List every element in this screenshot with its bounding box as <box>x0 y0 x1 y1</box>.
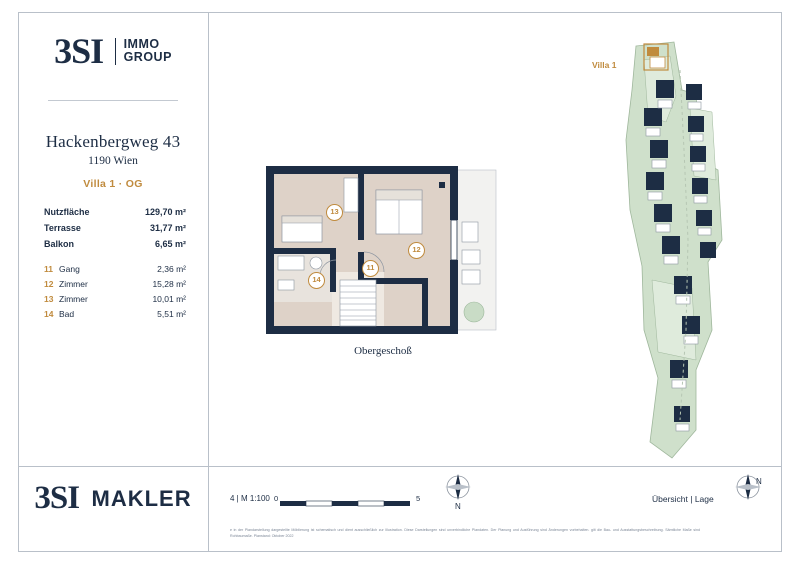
compass-icon <box>730 470 766 510</box>
room-number: 13 <box>44 294 54 305</box>
room-number: 14 <box>44 309 54 320</box>
unit-label: Villa 1 · OG <box>83 178 143 190</box>
room-size: 10,01 m² <box>152 294 186 305</box>
scale-max-label: 5 <box>416 494 421 503</box>
logo-3si-mark-bottom: 3SI <box>34 480 80 516</box>
room-marker-11: 11 <box>362 260 379 277</box>
floorplan-drawing <box>258 160 508 340</box>
footer-divider-left <box>18 466 208 467</box>
logo-immo-group <box>115 38 172 65</box>
room-name: Zimmer <box>59 279 88 290</box>
area-value: 6,65 m² <box>154 238 186 249</box>
logo-immo-line2: GROUP <box>123 50 172 64</box>
area-value: 129,70 m² <box>144 207 186 217</box>
area-row <box>44 221 186 237</box>
room-number: 12 <box>44 279 54 290</box>
scale-min-label: 0 <box>274 494 279 503</box>
room-marker-12: 12 <box>408 242 425 259</box>
svg-text:N: N <box>455 502 461 510</box>
area-row <box>44 237 186 253</box>
room-size: 15,28 m² <box>152 279 186 290</box>
area-label: Terrasse <box>44 222 81 233</box>
sitemap-svg <box>600 30 770 470</box>
area-summary <box>44 205 186 252</box>
compass-icon <box>440 470 476 510</box>
room-number: 11 <box>44 264 53 274</box>
room-marker-13: 13 <box>326 204 343 221</box>
room-list <box>44 262 186 323</box>
project-address <box>18 132 208 167</box>
sitemap-caption: Übersicht | Lage <box>652 494 714 504</box>
brand-logo-top <box>18 30 208 72</box>
room-name: Zimmer <box>59 294 88 305</box>
scale-label: 4 | M 1:100 <box>230 494 270 503</box>
compass-rose-sitemap <box>730 470 766 515</box>
room-row <box>44 277 186 292</box>
brand-logo-bottom <box>18 480 208 517</box>
room-name: Gang <box>59 264 80 274</box>
room-row <box>44 292 186 307</box>
vertical-divider <box>208 12 209 552</box>
room-marker-14: 14 <box>308 272 325 289</box>
svg-text:N: N <box>756 477 762 486</box>
room-size: 5,51 m² <box>157 309 186 320</box>
area-label: Balkon <box>44 238 75 249</box>
room-row <box>44 307 186 322</box>
legal-disclaimer: e in der Plandarstellung dargestellte Möblierung ist schematisch und dient ausschließlich zur Illustration. Diese Darstellungen sind unverbindliche Plandaten. Der Planung und Ausführung sind Änderungen vorbehalten. gilt die Bau- und Ausstattungsbeschreibung. Sämtliche Maße sind Rohbaumaße. Planstand: Oktober 2022 <box>230 528 700 538</box>
project-city: 1190 Wien <box>88 155 138 167</box>
project-street: Hackenbergweg 43 <box>45 132 181 151</box>
sitemap-villa-tag: Villa 1 <box>592 60 617 70</box>
room-row <box>44 262 186 277</box>
floorplan-caption: Obergeschoß <box>354 345 412 357</box>
area-label: Nutzfläche <box>44 207 90 217</box>
floorplan-svg <box>258 160 508 340</box>
logo-immo-line1: IMMO <box>123 36 160 51</box>
scale-bar <box>276 494 416 512</box>
area-value: 31,77 m² <box>149 222 186 233</box>
sitemap-drawing <box>600 30 770 470</box>
room-size: 2,36 m² <box>157 264 186 274</box>
brand-rule <box>48 100 178 101</box>
compass-rose-plan <box>440 470 476 515</box>
room-name: Bad <box>59 309 75 320</box>
logo-makler-word: MAKLER <box>91 485 192 511</box>
logo-3si-mark: 3SI <box>54 31 104 71</box>
area-row <box>44 205 186 221</box>
scale-bar-svg <box>276 494 416 512</box>
